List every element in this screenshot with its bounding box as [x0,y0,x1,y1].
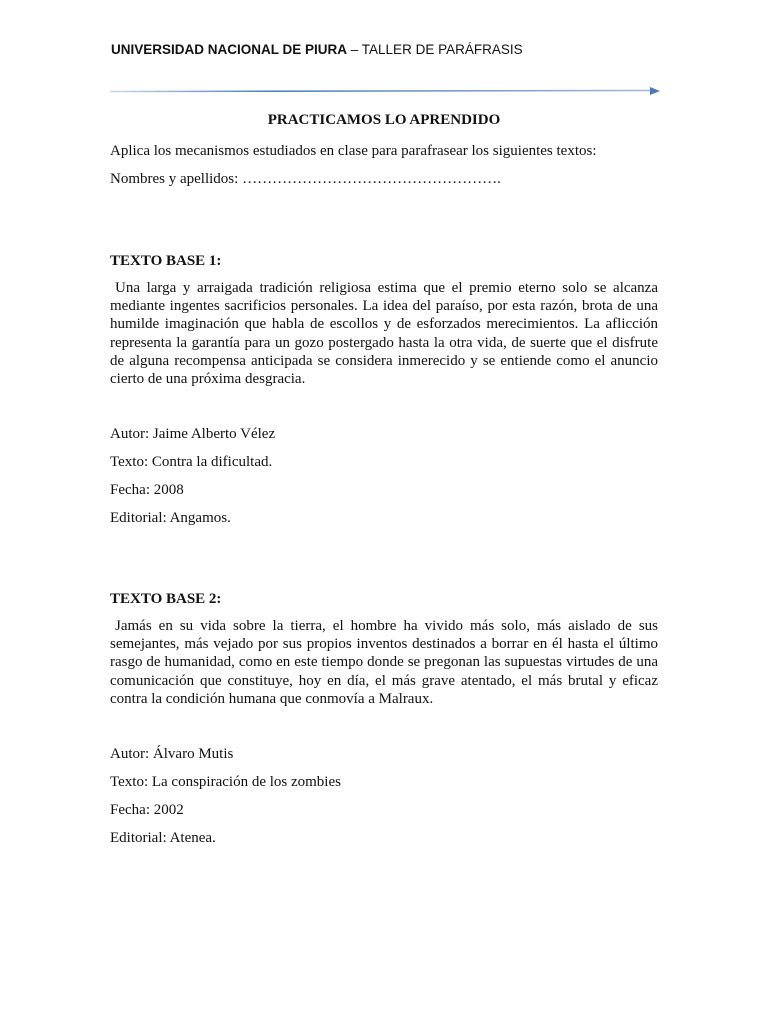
text-1-date: Fecha: 2008 [110,482,184,498]
text-2-body: Jamás en su vida sobre la tierra, el hombre ha vivido más solo, más aislado de sus semejantes, más vejado por sus propios inventos destinados a borrar en él hasta el último rasgo de humanidad, como en este tiempo donde se pregonan las supuestas virtudes de una comunicación que constituye, hoy en día, el más grave atentado, el más brutal y eficaz contra la condición humana que conmovía a Malraux. [110,618,658,707]
header-course: TALLER DE PARÁFRASIS [361,42,523,57]
header-separator: – [347,42,362,57]
arrow-head-icon [650,87,660,95]
header-institution: UNIVERSIDAD NACIONAL DE PIURA [111,42,348,57]
text-2-date: Fecha: 2002 [110,802,184,818]
page-title: PRACTICAMOS LO APRENDIDO [267,112,501,128]
text-1-title: Texto: Contra la dificultad. [110,454,273,470]
text-1-heading: TEXTO BASE 1: [110,253,222,269]
page-header [111,42,523,57]
text-2-author: Autor: Álvaro Mutis [110,746,234,762]
text-2-title: Texto: La conspiración de los zombies [110,774,341,790]
text-2-publisher: Editorial: Atenea. [110,830,216,846]
header-arrow-rule [110,84,662,98]
text-2-heading: TEXTO BASE 2: [110,591,222,607]
name-field-line: Nombres y apellidos: ……………………………………………. [110,171,501,187]
instruction-text: Aplica los mecanismos estudiados en clase para parafrasear los siguientes textos: [110,143,597,159]
text-1-body: Una larga y arraigada tradición religiosa estima que el premio eterno solo se alcanza mediante ingentes sacrificios personales. La idea del paraíso, por esta razón, brota de una humilde imaginación que habla de escollos y de esforzados merecimientos. La aflicción representa la garantía para un gozo postergado hasta la otra vida, de suerte que el disfrute de alguna recompensa anticipada se considera inmerecido y se entiende como el anuncio cierto de una próxima desgracia. [110,280,658,388]
text-1-publisher: Editorial: Angamos. [110,510,231,526]
text-1-author: Autor: Jaime Alberto Vélez [110,426,276,442]
